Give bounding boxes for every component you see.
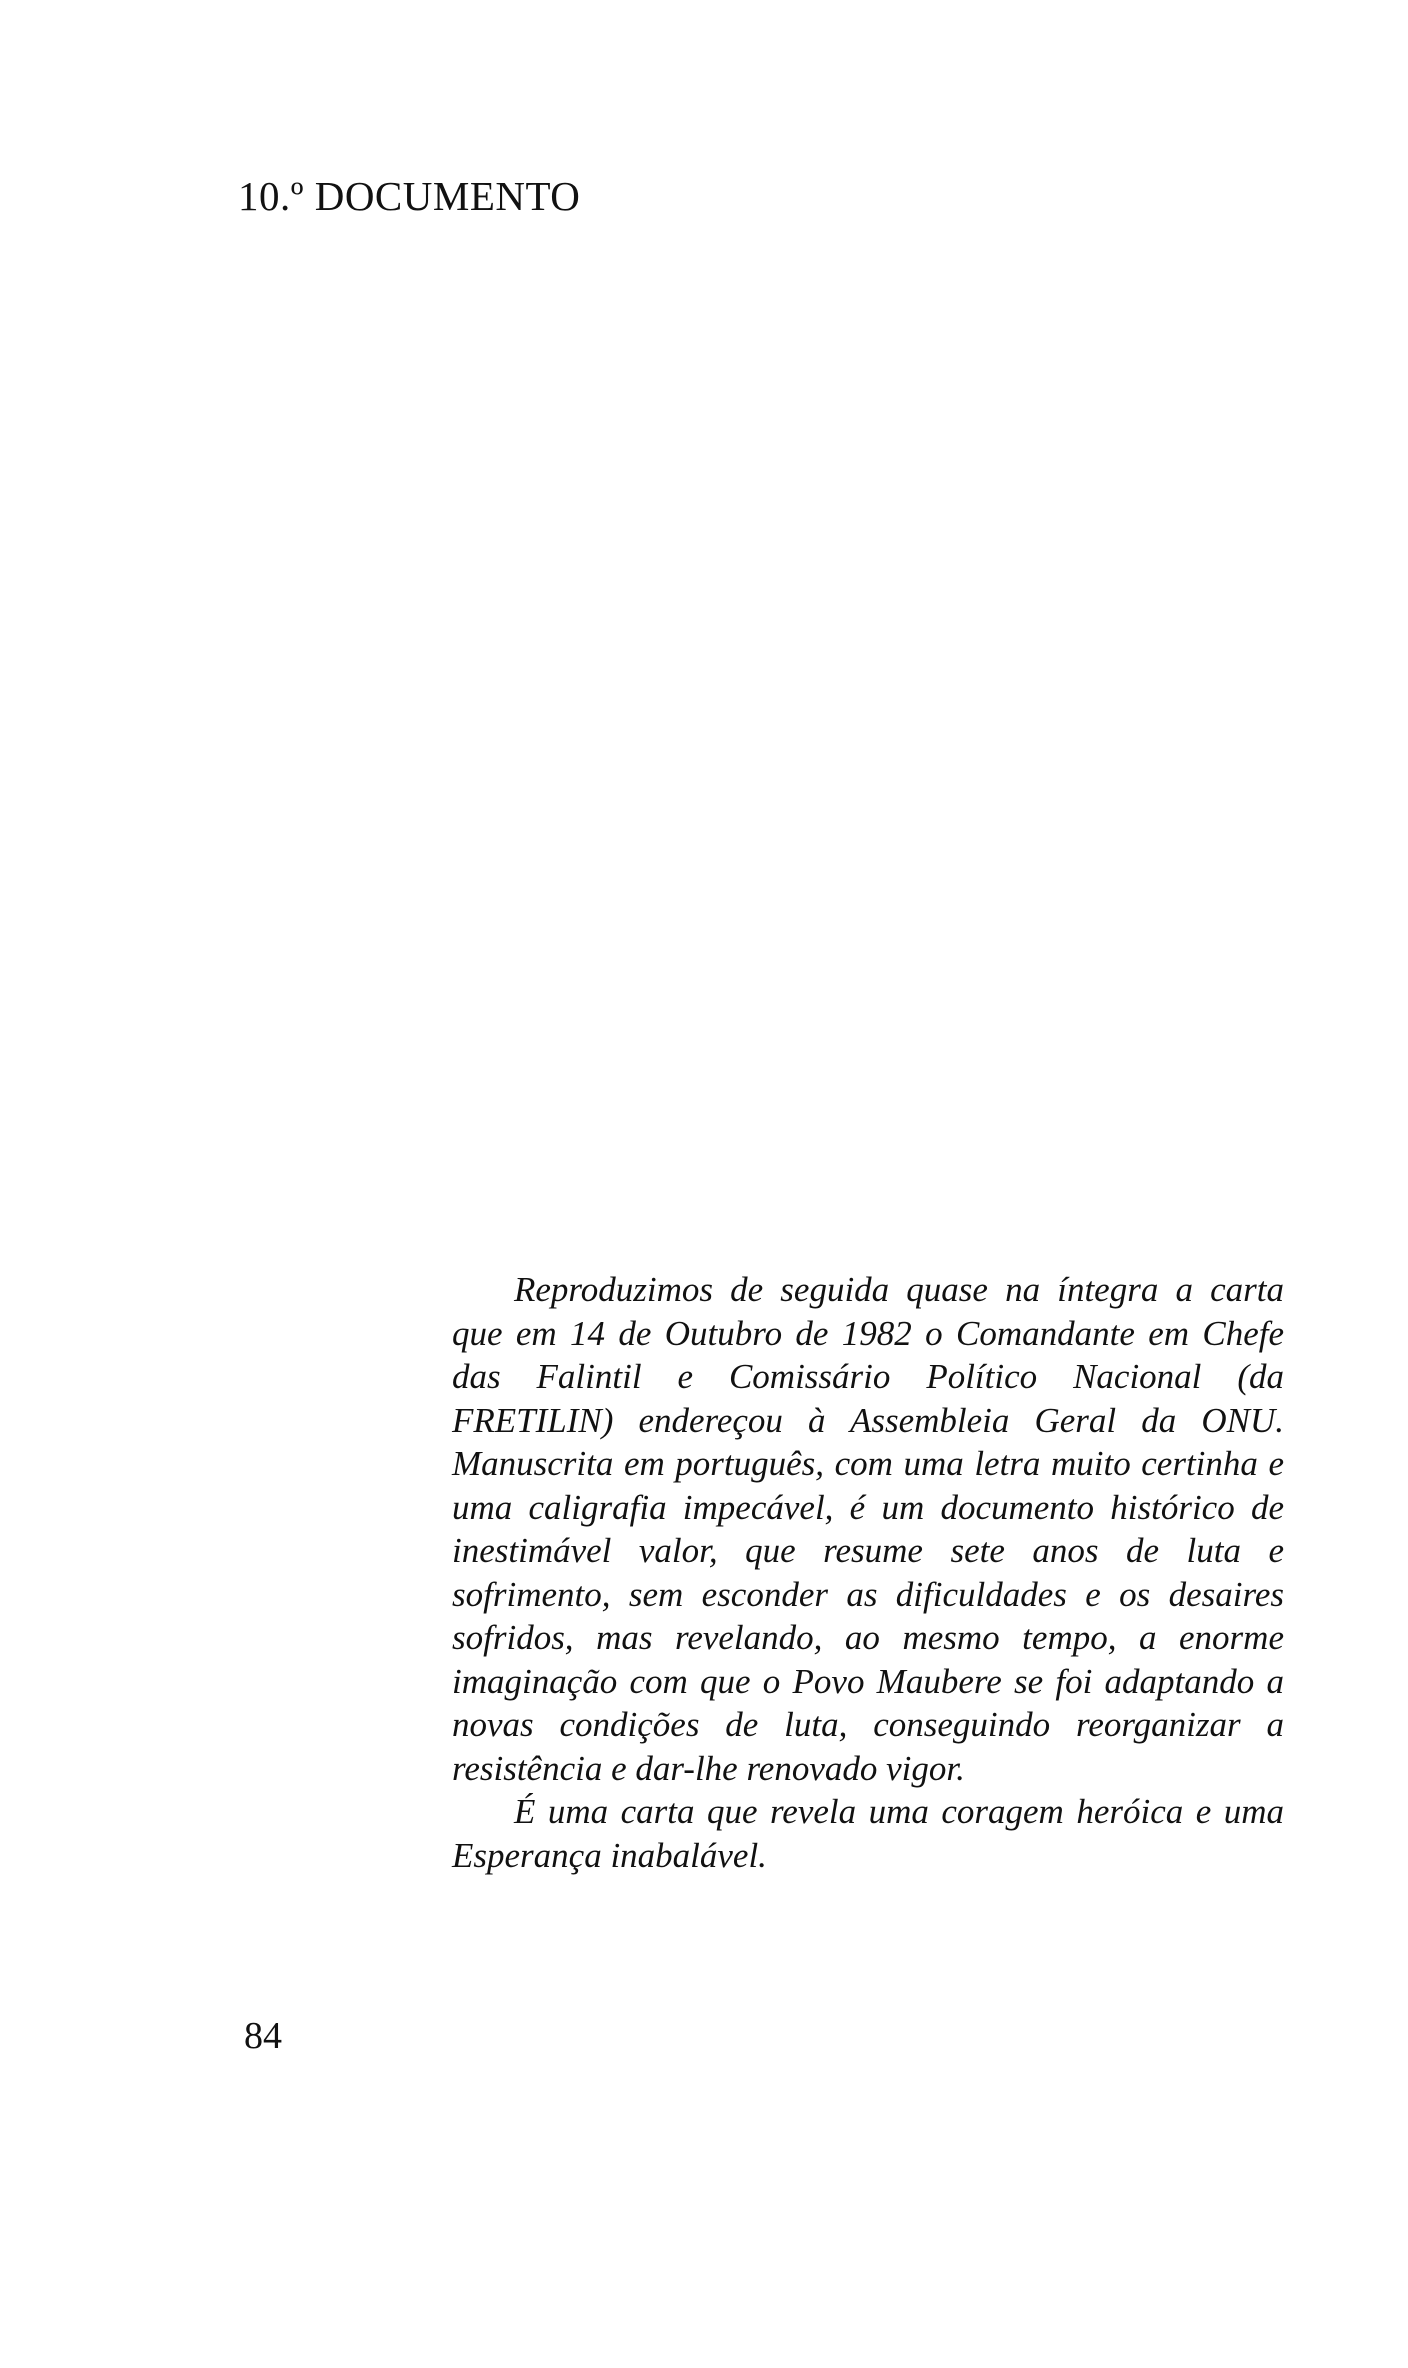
document-heading: 10.º DOCUMENTO — [238, 173, 581, 219]
intro-paragraph-1: Reproduzimos de seguida quase na íntegra a carta que em 14 de Outubro de 1982 o Comandante em Chefe das Falintil e Comissário Político Nacional (da FRETILIN) endereçou à Assembleia Geral da ONU. Manuscrita em português, com uma letra muito certinha e uma caligrafia impecável, é um documento histórico de inestimável valor, que resume sete anos de luta e sofrimento, sem esconder as dificuldades e os desaires sofridos, mas revelando, ao mesmo tempo, a enorme imaginação com que o Povo Maubere se foi adaptando a novas condições de luta, conseguindo reorganizar a resistência e dar-lhe renovado vigor. — [452, 1270, 1284, 1788]
page-number: 84 — [244, 2015, 282, 2057]
intro-block — [452, 1268, 1284, 1877]
intro-paragraph-2: É uma carta que revela uma coragem heróica e uma Esperança inabalável. — [452, 1792, 1284, 1875]
